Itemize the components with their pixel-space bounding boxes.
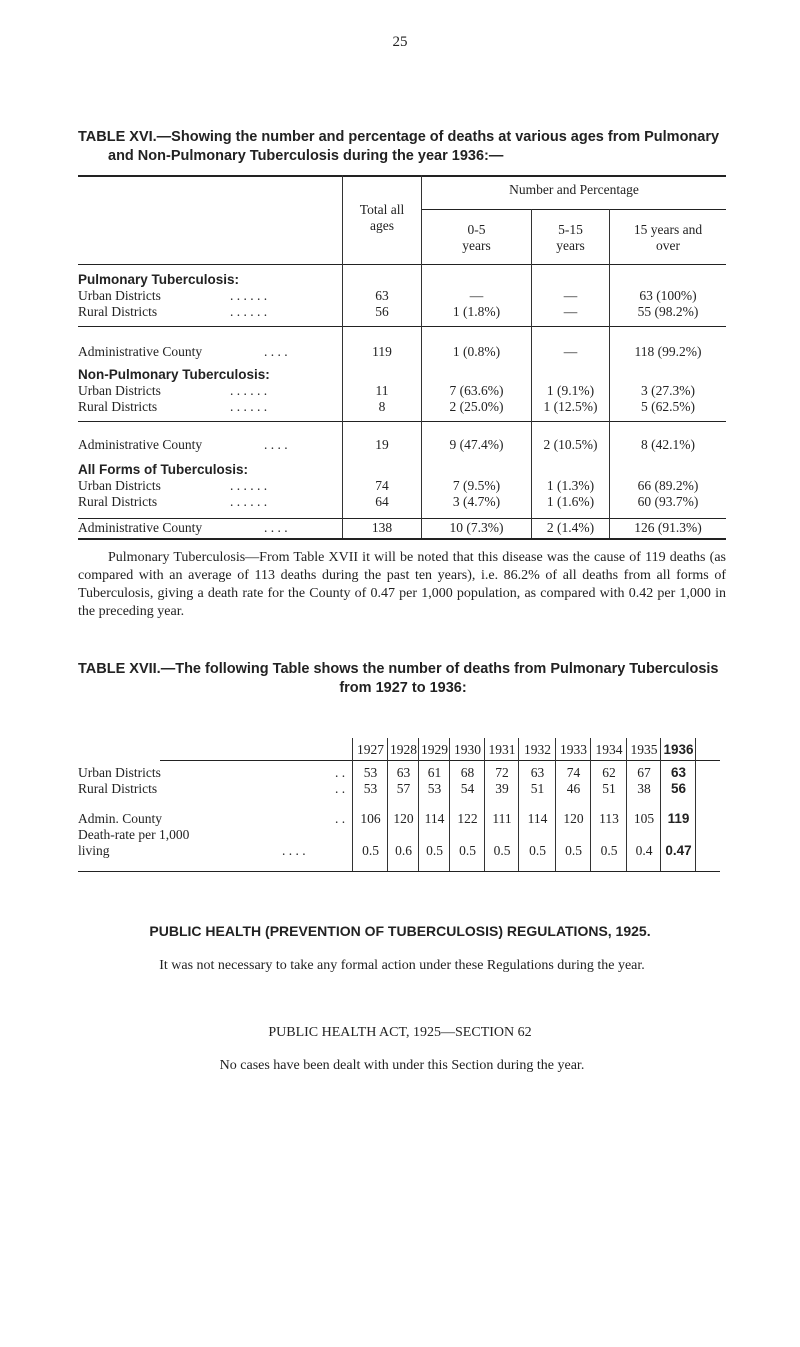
table16-top-rule bbox=[78, 175, 726, 177]
cell-c1: 9 (47.4%) bbox=[449, 437, 504, 452]
t17-cell: 0.5 bbox=[493, 843, 511, 858]
cell-c2: 1 (9.1%) bbox=[546, 383, 595, 398]
cell-c1: 10 (7.3%) bbox=[449, 520, 504, 535]
act-text: No cases have been dealt with under this Section during the year. bbox=[219, 1058, 585, 1073]
cell-total: 19 bbox=[375, 437, 389, 452]
table16-title-line1: TABLE XVI.—Showing the number and percentage of deaths at various ages from Pulmonary bbox=[78, 129, 720, 145]
table16-rule-2 bbox=[78, 421, 726, 422]
row-label: Rural Districts bbox=[78, 399, 158, 414]
row-leader-dots: . . . . . . bbox=[230, 494, 268, 509]
cell-total: 11 bbox=[375, 383, 389, 398]
table16-header-col1-line1: 0-5 bbox=[467, 222, 486, 237]
t17-cell: 53 bbox=[363, 765, 378, 780]
t17-cell: 38 bbox=[637, 781, 651, 796]
t17-cell: 56 bbox=[670, 781, 687, 796]
t17-year-header: 1930 bbox=[454, 742, 481, 757]
cell-c2: — bbox=[563, 288, 578, 303]
table17-header-rule bbox=[352, 760, 720, 761]
t17-cell: 68 bbox=[460, 765, 475, 780]
cell-total: 63 bbox=[375, 288, 389, 303]
page-number: 25 bbox=[392, 34, 408, 50]
t17-cell: 63 bbox=[670, 765, 687, 780]
t17-year-header: 1929 bbox=[421, 742, 448, 757]
cell-c3: 60 (93.7%) bbox=[637, 494, 699, 509]
cell-total: 8 bbox=[378, 399, 386, 414]
t17-cell: 113 bbox=[599, 811, 619, 826]
t17-cell: 0.47 bbox=[665, 843, 692, 858]
table16-group-rule bbox=[421, 209, 726, 210]
t17-row-label: Admin. County bbox=[78, 811, 163, 826]
t17-cell: 0.6 bbox=[395, 843, 412, 858]
table16-header-col1-line2: years bbox=[462, 238, 491, 253]
cell-c2: 1 (1.3%) bbox=[546, 478, 595, 493]
regulations-heading: PUBLIC HEALTH (PREVENTION OF TUBERCULOSIS) REGULATIONS, 1925. bbox=[149, 923, 651, 939]
t17-year-header: 1934 bbox=[595, 742, 623, 757]
cell-c3: 126 (91.3%) bbox=[634, 520, 702, 535]
table16-header-total-2: ages bbox=[370, 218, 394, 233]
row-leader-dots: . . . . . . bbox=[230, 478, 268, 493]
row-label: Urban Districts bbox=[78, 478, 161, 493]
cell-c3: 118 (99.2%) bbox=[634, 344, 702, 359]
table16-title-line2: and Non-Pulmonary Tuberculosis during the year 1936:— bbox=[108, 148, 504, 164]
cell-c1: 7 (63.6%) bbox=[449, 383, 504, 398]
cell-c2: 2 (1.4%) bbox=[546, 520, 595, 535]
county-label: Administrative County bbox=[78, 344, 203, 359]
t17-year-header: 1936 bbox=[663, 742, 694, 757]
t17-cell: 114 bbox=[424, 811, 445, 826]
cell-c1: 1 (1.8%) bbox=[452, 304, 501, 319]
t17-row-label-2: living bbox=[78, 843, 110, 858]
table16-header-group: Number and Percentage bbox=[509, 182, 639, 197]
table16-header-col2-line1: 5-15 bbox=[558, 222, 583, 237]
table16-bottom-rule bbox=[78, 538, 726, 540]
table16-header-rule bbox=[78, 264, 726, 265]
row-leader-dots: . . . . . . bbox=[230, 304, 268, 319]
t17-row-dots: . . bbox=[335, 765, 346, 780]
t17-cell: 120 bbox=[563, 811, 584, 826]
t17-row-dots: . . bbox=[335, 811, 346, 826]
row-label: Urban Districts bbox=[78, 383, 161, 398]
table17-title bbox=[78, 660, 728, 698]
section-heading: All Forms of Tuberculosis: bbox=[78, 462, 249, 477]
cell-c2: 2 (10.5%) bbox=[543, 437, 598, 452]
row-label: Rural Districts bbox=[78, 494, 158, 509]
t17-cell: 0.5 bbox=[565, 843, 582, 858]
table17-header-rule-left bbox=[160, 760, 352, 761]
t17-cell: 119 bbox=[667, 811, 690, 826]
t17-cell: 74 bbox=[566, 765, 581, 780]
cell-c2: 1 (12.5%) bbox=[543, 399, 598, 414]
t17-year-header: 1935 bbox=[630, 742, 658, 757]
cell-c3: 8 (42.1%) bbox=[641, 437, 695, 452]
row-label: Urban Districts bbox=[78, 288, 161, 303]
regulations-text: It was not necessary to take any formal action under these Regulations during the year. bbox=[159, 958, 645, 973]
cell-c1: 3 (4.7%) bbox=[452, 494, 501, 509]
t17-row-dots: . . bbox=[335, 781, 346, 796]
t17-cell: 0.5 bbox=[600, 843, 618, 858]
cell-c3: 55 (98.2%) bbox=[637, 304, 699, 319]
table17-title-line1: TABLE XVII.—The following Table shows the number of deaths from Pulmonary Tuberculosis bbox=[78, 661, 719, 677]
row-leader-dots: . . . . . . bbox=[230, 288, 268, 303]
t17-cell: 53 bbox=[363, 781, 378, 796]
t17-cell: 61 bbox=[427, 765, 442, 780]
table16-header-col3-line2: over bbox=[656, 238, 680, 253]
t17-cell: 0.5 bbox=[459, 843, 476, 858]
table16-rule-1 bbox=[78, 326, 726, 327]
t17-row-label: Death-rate per 1,000 bbox=[78, 827, 190, 842]
cell-c1: — bbox=[469, 288, 484, 303]
t17-cell: 57 bbox=[396, 781, 411, 796]
t17-cell: 63 bbox=[530, 765, 545, 780]
t17-year-header: 1928 bbox=[390, 742, 417, 757]
table17-bottom-rule bbox=[78, 871, 720, 872]
paragraph-pulmonary: Pulmonary Tuberculosis—From Table XVII it will be noted that this disease was the cause of 119 deaths (as compared with an average of 113 deaths during the past ten years), i.e. 86.2% of all deaths from all forms of Tuberculosis, giving a death rate for the County of 0.47 per 1,000 population, as compared with 0.42 per 1,000 in the preceding year. bbox=[78, 550, 726, 619]
t17-year-header: 1931 bbox=[488, 742, 516, 757]
cell-total: 119 bbox=[372, 344, 392, 359]
t17-row-dots: . . . . bbox=[282, 843, 306, 858]
t17-cell: 120 bbox=[393, 811, 414, 826]
table17-title-line2: from 1927 to 1936: bbox=[339, 680, 467, 696]
t17-cell: 39 bbox=[495, 781, 509, 796]
t17-cell: 122 bbox=[457, 811, 478, 826]
row-leader-dots: . . . . . . bbox=[230, 383, 268, 398]
cell-c3: 3 (27.3%) bbox=[641, 383, 695, 398]
cell-c2: — bbox=[563, 304, 578, 319]
t17-cell: 0.5 bbox=[426, 843, 443, 858]
row-leader-dots: . . . . bbox=[264, 520, 288, 535]
table16-title bbox=[78, 128, 728, 166]
cell-c1: 2 (25.0%) bbox=[449, 399, 504, 414]
row-leader-dots: . . . . bbox=[264, 344, 288, 359]
cell-total: 74 bbox=[375, 478, 389, 493]
t17-row-label: Rural Districts bbox=[78, 781, 158, 796]
t17-cell: 111 bbox=[492, 811, 512, 826]
t17-cell: 114 bbox=[527, 811, 548, 826]
t17-cell: 106 bbox=[360, 811, 381, 826]
cell-c2: 1 (1.6%) bbox=[546, 494, 595, 509]
t17-cell: 54 bbox=[460, 781, 475, 796]
cell-total: 56 bbox=[375, 304, 389, 319]
cell-c3: 63 (100%) bbox=[639, 288, 697, 303]
cell-c2: — bbox=[563, 344, 578, 359]
row-leader-dots: . . . . bbox=[264, 437, 288, 452]
t17-cell: 105 bbox=[633, 811, 655, 826]
act-heading: PUBLIC HEALTH ACT, 1925—SECTION 62 bbox=[268, 1025, 532, 1040]
table16-rule-3 bbox=[78, 518, 726, 519]
cell-c3: 5 (62.5%) bbox=[641, 399, 695, 414]
t17-cell: 0.5 bbox=[362, 843, 379, 858]
table16-header-total-1: Total all bbox=[359, 202, 405, 217]
table16-header-col3-line1: 15 years and bbox=[633, 222, 703, 237]
t17-cell: 72 bbox=[495, 765, 509, 780]
t17-year-header: 1932 bbox=[524, 742, 551, 757]
t17-cell: 67 bbox=[637, 765, 651, 780]
row-label: Rural Districts bbox=[78, 304, 158, 319]
section-heading: Non-Pulmonary Tuberculosis: bbox=[78, 367, 270, 382]
t17-cell: 62 bbox=[602, 765, 616, 780]
cell-total: 138 bbox=[371, 520, 393, 535]
t17-cell: 51 bbox=[602, 781, 616, 796]
row-leader-dots: . . . . . . bbox=[230, 399, 268, 414]
county-label: Administrative County bbox=[78, 437, 203, 452]
cell-c1: 7 (9.5%) bbox=[452, 478, 501, 493]
t17-cell: 0.5 bbox=[529, 843, 546, 858]
t17-cell: 0.4 bbox=[635, 843, 653, 858]
county-label: Administrative County bbox=[78, 520, 203, 535]
cell-c1: 1 (0.8%) bbox=[452, 344, 501, 359]
t17-year-header: 1927 bbox=[357, 742, 384, 757]
t17-cell: 46 bbox=[566, 781, 581, 796]
table16-header-col2-line2: years bbox=[556, 238, 585, 253]
cell-c3: 66 (89.2%) bbox=[637, 478, 699, 493]
t17-cell: 51 bbox=[530, 781, 545, 796]
cell-total: 64 bbox=[375, 494, 389, 509]
t17-year-header: 1933 bbox=[560, 742, 587, 757]
t17-cell: 63 bbox=[396, 765, 411, 780]
t17-row-label: Urban Districts bbox=[78, 765, 161, 780]
section-heading: Pulmonary Tuberculosis: bbox=[78, 272, 240, 287]
t17-cell: 53 bbox=[427, 781, 442, 796]
